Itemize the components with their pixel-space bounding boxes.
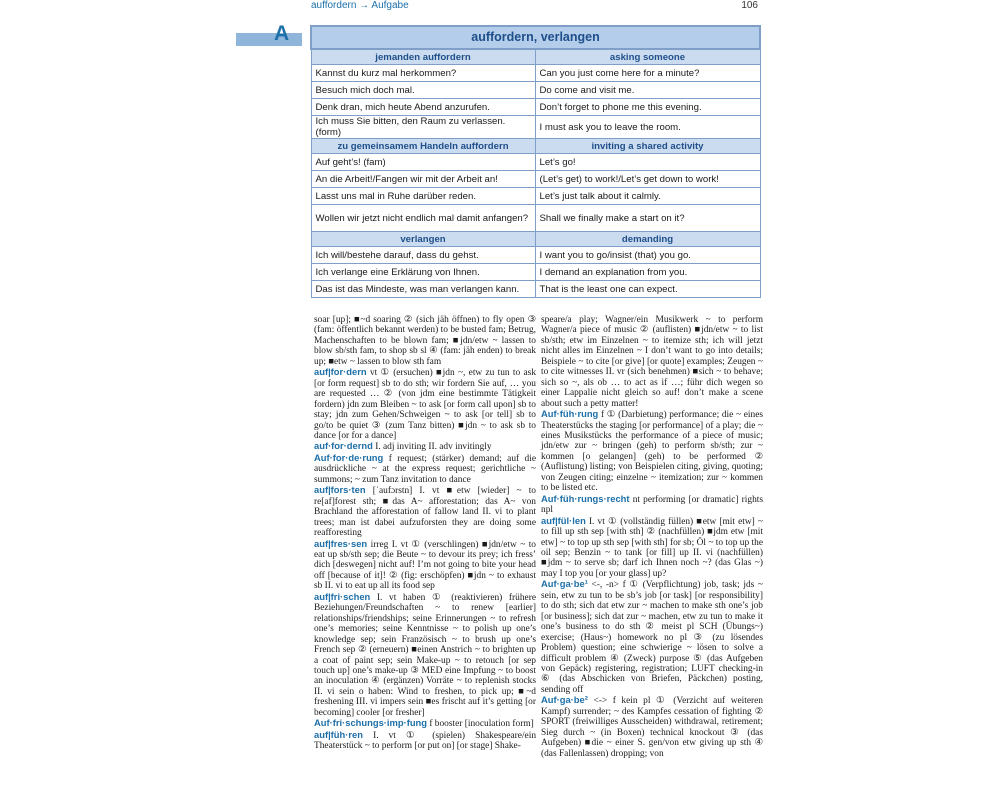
phrase-de: Besuch mich doch mal.: [311, 82, 535, 99]
headword: Auf·ga·be²: [541, 694, 588, 706]
running-head-range: auffordern → Aufgabe: [311, 0, 409, 11]
phrase-en: Let’s go!: [535, 154, 760, 171]
section-header-en: inviting a shared activity: [535, 139, 760, 154]
phrase-en: That is the least one can expect.: [535, 281, 760, 298]
entry-text: f booster [inoculation form]: [429, 719, 534, 730]
phrase-de: Auf geht’s! (fam): [311, 154, 535, 171]
section-header-de: verlangen: [311, 232, 535, 247]
phrase-row: [311, 205, 760, 232]
entry-text: [ˈaufɔrstn] I. vt ■etw [wieder] ~ to re[af]forest sth; ■das A~ afforestation; das A~ von Brachland the afforestation of fallow land II. vi to plant trees; man ist dabei aufzuforsten they are doing some reafforesting: [314, 486, 536, 539]
phrase-row: [311, 171, 760, 188]
entry: [314, 367, 536, 441]
phrase-de: Kannst du kurz mal herkommen?: [311, 65, 535, 82]
phrase-de: Lasst uns mal in Ruhe darüber reden.: [311, 188, 535, 205]
phrase-box: [310, 25, 761, 298]
headword: auf·for·dernd: [314, 440, 373, 452]
phrase-de: Das ist das Mindeste, was man verlangen kann.: [311, 281, 535, 298]
entry: [314, 314, 536, 367]
dictionary-column-right: [541, 314, 763, 759]
phrase-row: [311, 154, 760, 171]
phrase-de: Ich will/bestehe darauf, dass du gehst.: [311, 247, 535, 264]
entry: [314, 730, 536, 752]
entry-text: <-, -n> f ① (Verpflichtung) job, task; jds ~ sein, etw zu tun to be sb’s job [or task] [or responsibility] to do sth; sich dat etw zur ~ machen to make sth one’s job [or business]; sich dat zur ~ machen, etw zu tun to make it one’s business to do sth ② meist pl SCH (Übungs~) exercise; (Haus~) homework no pl ③ (zu lösendes Problem) question; eine schwierige ~ lösen to solve a difficult problem ④ (Zweck) purpose ⑤ (das Aufgeben von Gepäck) registering, registration; LUFT checking-in ⑥ (das Abschicken von Briefen, Päckchen) posting, sending off: [541, 580, 763, 695]
entry: [541, 494, 763, 516]
phrase-en: I must ask you to leave the room.: [535, 116, 760, 139]
entry-text: nt performing [or dramatic] rights npl: [541, 494, 764, 516]
phrase-en: Can you just come here for a minute?: [535, 65, 760, 82]
phrase-en: (Let’s get) to work!/Let’s get down to work!: [535, 171, 760, 188]
entry-text: f request; (stärker) demand; auf die ausdrückliche ~ at the express request; gerichtliche ~ summons; ~ zum Tanz invitation to dance: [314, 453, 536, 485]
thumb-index-letter: A: [274, 22, 290, 45]
phrase-de: Denk dran, mich heute Abend anzurufen.: [311, 99, 535, 116]
headword: auf|fors·ten: [314, 484, 366, 496]
headword: auf|füh·ren: [314, 728, 363, 740]
headword: auf|fül·len: [541, 514, 586, 526]
entry-text: <-> f kein pl ① (Verzicht auf weiteren Kampf) surrender; ~ des Kampfes cessation of fighting ② SPORT (freiwilliges Ausscheiden) withdrawal, retirement; Sieg durch ~ (in Boxen) technical knockout ③ (das Aufgeben) ■die ~ einer S. gen/von etw giving up sth ④ (das Fallenlassen) dropping; von: [541, 696, 763, 759]
entry-text: irreg I. vt ① (verschlingen) ■jdn/etw ~ to eat up sb/sth sep; die Beute ~ to devour its prey; ich fress’ dich [deswegen] nicht auf! I’m not going to bite your head off [because of it]! ② (fig: erschöpfen) ■jdn ~ to exhaust sb II. vi to eat up all its food sep: [314, 539, 536, 592]
phrase-en: Let’s just talk about it calmly.: [535, 188, 760, 205]
phrase-row: [311, 247, 760, 264]
section-header-de: jemanden auffordern: [311, 49, 535, 65]
entry-text: I. vt ① (spielen) Shakespeare/ein Theaterstück ~ to perform [or put on] [or stage] Shake-: [314, 730, 537, 752]
headword: auf|fres·sen: [314, 537, 368, 549]
phrase-row: [311, 65, 760, 82]
entry-text: soar [up]; ■~d soaring ② (sich jäh öffnen) to fly open ③ (fam: öffentlich bekannt werden) to be busted fam; Betrug, Machenschaften to be blown fam; ■jdn/etw ~ lassen to blow sb/sth fam, to shop sb sl ④ (fam: jäh enden) to break up; ■etw ~ lassen to blow sth fam: [314, 315, 536, 367]
entry: [541, 579, 763, 695]
entry-text: I. vt ① (vollständig füllen) ■etw [mit etw] ~ to fill up sth sep [with sth] ② (nachfüllen) ■jdm etw [mit etw] ~ to top up sth sep [with sth] for sb; Öl ~ to top up the oil sep; Benzin ~ to tank [or fill] up II. vi (nachfüllen) ■jdm ~ to serve sb; darf ich Ihnen noch ~? (das Glas ~) may I top you [or your glass] up?: [541, 516, 763, 579]
entry: [314, 485, 536, 538]
dictionary-column-left: [314, 314, 536, 752]
entry: [541, 516, 763, 580]
headword: Auf·fri·schungs·imp·fung: [314, 717, 427, 729]
headword: auf|for·dern: [314, 366, 367, 378]
entry-text: speare/a play; Wagner/ein Musikwerk ~ to perform Wagner/a piece of music ② (auflisten) ■jdn/etw ~ to list sb/sth; etw im Einzelnen ~ to itemize sth; ich will jetzt nicht alles im Einzelnen ~ I don’t want to go into details; Beispiele ~ to cite [or give] [or quote] examples; Zeugen ~ to cite witnesses II. vr (sich benehmen) ■sich ~ to behave; sich so ~, als ob … to act as if …; führ dich wegen so einer Lappalie nicht gleich so auf! don’t make a scene about such a petty matter!: [541, 315, 763, 409]
phrase-en: Shall we finally make a start on it?: [535, 205, 760, 232]
phrase-de: Wollen wir jetzt nicht endlich mal damit anfangen?: [311, 205, 535, 232]
headword: Auf·ga·be¹: [541, 578, 588, 590]
entry-text: vt ① (ersuchen) ■jdn ~, etw zu tun to ask [or form request] sb to do sth; wir fordern Sie auf, … you are requested … ② (von jdm eine bestimmte Tätigkeit fordern) jdn zum Bleiben ~ to ask [or form call upon] sb to stay; jdn zum Gehen/Schweigen ~ to ask [or tell] sb to go/to be quiet ③ (zum Tanz bitten) ■jdn ~ to ask sb to dance [or for a dance]: [314, 368, 537, 441]
entry: [541, 695, 763, 759]
phrase-row: [311, 116, 760, 139]
phrase-row: [311, 264, 760, 281]
phrase-en: Don’t forget to phone me this evening.: [535, 99, 760, 116]
headword: Auf·füh·rung: [541, 408, 599, 420]
page-number: 106: [741, 0, 758, 11]
phrase-de: Ich muss Sie bitten, den Raum zu verlassen. (form): [311, 116, 535, 139]
phrase-en: I demand an explanation from you.: [535, 264, 760, 281]
thumb-index-tab: [236, 33, 302, 46]
entry-text: f ① (Darbietung) performance; die ~ eines Theaterstücks the staging [or performance] of a play; die ~ eines Musikstücks the performance of a piece of music; jdn/etw zur ~ bringen (geh) to perform sb/sth; zur ~ kommen [o gelangen] (geh) to be performed ② (Auflistung) listing; von Beispielen citing, giving, quoting; von Zeugen citing; einzelne ~ itemization; zur ~ kommen to be listed etc.: [541, 410, 764, 494]
phrase-en: Do come and visit me.: [535, 82, 760, 99]
box-title: auffordern, verlangen: [311, 26, 760, 49]
entry: [541, 314, 763, 409]
section-header-en: demanding: [535, 232, 760, 247]
headword: Auf·füh·rungs·recht: [541, 492, 630, 504]
running-head: [311, 0, 758, 12]
entry: [541, 409, 763, 494]
phrase-de: Ich verlange eine Erklärung von Ihnen.: [311, 264, 535, 281]
phrase-row: [311, 188, 760, 205]
phrase-row: [311, 281, 760, 298]
phrase-row: [311, 99, 760, 116]
headword: auf|fri·schen: [314, 590, 371, 602]
phrase-row: [311, 82, 760, 99]
entry-text: I. adj inviting II. adv invitingly: [375, 442, 492, 453]
section-header-de: zu gemeinsamem Handeln auffordern: [311, 139, 535, 154]
phrase-en: I want you to go/insist (that) you go.: [535, 247, 760, 264]
entry: [314, 453, 536, 485]
section-header-en: asking someone: [535, 49, 760, 65]
headword: Auf·for·de·rung: [314, 451, 384, 463]
entry: [314, 592, 536, 718]
entry-text: I. vt haben ① (reaktivieren) frühere Beziehungen/Freundschaften ~ to renew [earlier] relationships/friendships; seine Erinnerungen ~ to refresh one’s memories; seine Kenntnisse ~ to polish up one’s knowledge sep; sein Französisch ~ to brush up one’s French sep ② (erneuern) ■einen Anstrich ~ to brighten up a coat of paint sep; sein Make-up ~ to retouch [or sep touch up] one’s make-up ③ MED eine Impfung ~ to boost an inoculation ④ (ergänzen) Vorräte ~ to replenish stocks II. vi sein o haben: Wind to freshen, to pick up; ■~d freshening III. vi impers sein ■es frischt auf it’s getting [or becoming] cooler [or fresher]: [314, 592, 537, 718]
phrase-de: An die Arbeit!/Fangen wir mit der Arbeit an!: [311, 171, 535, 188]
entry: [314, 539, 536, 592]
